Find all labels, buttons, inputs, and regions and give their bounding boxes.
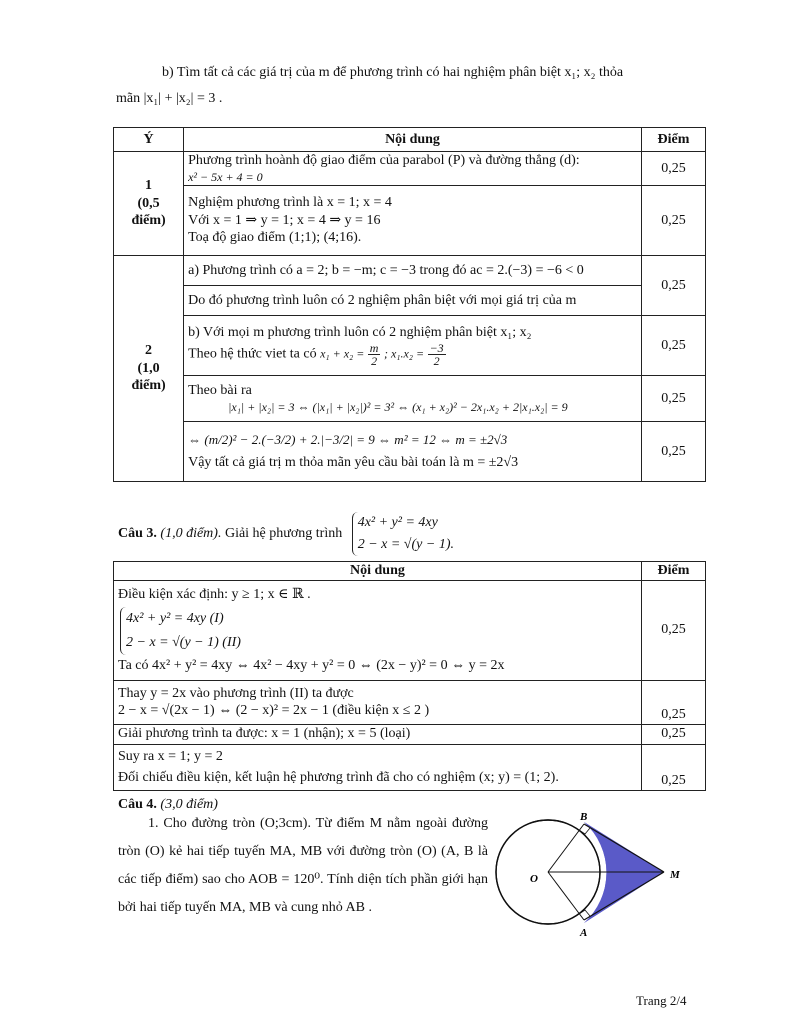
- question-4-text: 1. Cho đường tròn (O;3cm). Từ điểm M nằm ngoài đường tròn (O) kẻ hai tiếp tuyến MA, MB với đường tròn (O) (A, B là các tiếp điểm) sao cho AOB = 120⁰. Tính diện tích phần giới hạn bởi hai tiếp tuyến MA, MB và cung nhỏ AB .: [118, 816, 488, 915]
- row-b: Thay y = 2x vào phương trình (II) ta được 2 − x = √(2x − 1) ⇔ (2 − x)² = 2x − 1 (điều kiện x ≤ 2 ): [114, 680, 642, 724]
- score-a: 0,25: [641, 580, 705, 680]
- row-1: Phương trình hoành độ giao điểm của parabol (P) và đường thẳng (d): x² − 5x + 4 = 0: [184, 152, 642, 186]
- part-2-label: 2 (1,0 điểm): [114, 256, 184, 482]
- row-3: a) Phương trình có a = 2; b = −m; c = −3 trong đó ac = 2.(−3) = −6 < 0: [184, 256, 642, 286]
- score-3: 0,25: [641, 256, 705, 316]
- intro-line-2: mãn |x₁| + |x₂| = 3 .: [116, 91, 223, 106]
- row-d: Suy ra x = 1; y = 2 Đối chiếu điều kiện, kết luận hệ phương trình đã cho có nghiệm (x; y) = (1; 2).: [114, 744, 642, 790]
- question-4-heading: Câu 4. (3,0 điểm): [118, 797, 218, 812]
- answer-table-1: [113, 127, 706, 482]
- header-y: Ý: [114, 128, 184, 152]
- label-m: M: [670, 869, 680, 881]
- label-a: A: [580, 927, 588, 939]
- row-4: Do đó phương trình luôn có 2 nghiệm phân biệt với mọi giá trị của m: [184, 286, 642, 316]
- row-2: Nghiệm phương trình là x = 1; x = 4 Với x = 1 ⇒ y = 1; x = 4 ⇒ y = 16 Toạ độ giao điểm (1;1); (4;16).: [184, 186, 642, 256]
- score-c: 0,25: [641, 724, 705, 744]
- header-content-2: Nội dung: [114, 562, 642, 581]
- score-d: 0,25: [641, 744, 705, 790]
- answer-table-2: [113, 561, 706, 791]
- tangent-figure: [490, 810, 700, 950]
- intro-line-1: b) Tìm tất cả các giá trị của m để phương trình có hai nghiệm phân biệt x₁; x₂ thỏa: [162, 65, 624, 80]
- question-3: Câu 3. (1,0 điểm). Giải hệ phương trình 4x² + y² = 4xy 2 − x = √(y − 1).: [118, 512, 618, 556]
- label-o: O: [530, 873, 538, 885]
- score-6: 0,25: [641, 422, 705, 482]
- score-2: 0,25: [641, 186, 705, 256]
- score-4: 0,25: [641, 316, 705, 376]
- page-footer: Trang 2/4: [636, 993, 687, 1008]
- row-5: b) Với mọi m phương trình luôn có 2 nghiệm phân biệt x₁; x₂ Theo hệ thức viet ta có x₁ + x₂ = $\frac{m}{2}$ ; x₁.x₂ = $\frac{-3}{2}$: [184, 316, 642, 376]
- header-content: Nội dung: [184, 128, 642, 152]
- row-7: ⇔ (m/2)² − 2.(−3/2) + 2.|−3/2| = 9 ⇔ m² = 12 ⇔ m = ±2√3 Vậy tất cả giá trị m thỏa mãn yêu cầu bài toán là m = ±2√3: [184, 422, 642, 482]
- part-1-label: 1 (0,5 điểm): [114, 152, 184, 256]
- header-score: Điểm: [641, 128, 705, 152]
- row-6: Theo bài ra |x₁| + |x₂| = 3 ⇔ (|x₁| + |x₂|)² = 3² ⇔ (x₁ + x₂)² − 2x₁.x₂ + 2|x₁.x₂| = 9: [184, 376, 642, 422]
- row-c: Giải phương trình ta được: x = 1 (nhận); x = 5 (loại): [114, 724, 642, 744]
- label-b: B: [580, 811, 588, 823]
- score-5: 0,25: [641, 376, 705, 422]
- score-b: 0,25: [641, 680, 705, 724]
- header-score-2: Điểm: [641, 562, 705, 581]
- row-a: Điều kiện xác định: y ≥ 1; x ∈ ℝ . 4x² + y² = 4xy (I) 2 − x = √(y − 1) (II) Ta có 4x² + y² = 4xy ⇔ 4x² − 4xy + y² = 0 ⇔ (2x − y)² = 0 ⇔ y = 2x: [114, 580, 642, 680]
- intro-question: [116, 60, 708, 112]
- score-1: 0,25: [641, 152, 705, 186]
